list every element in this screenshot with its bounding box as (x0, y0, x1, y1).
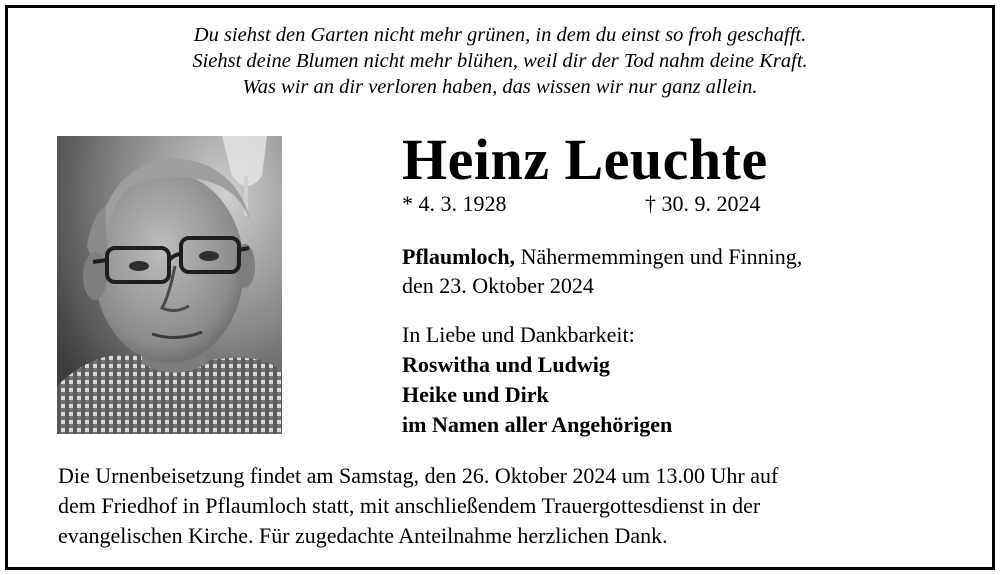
mourner-names: Heike und Dirk (402, 382, 549, 407)
notice-line: Die Urnenbeisetzung findet am Samstag, den 26. Oktober 2024 um 13.00 Uhr auf (58, 463, 779, 488)
poem-line: Siehst deine Blumen nicht mehr blühen, weil dir der Tod nahm deine Kraft. (192, 50, 808, 72)
funeral-notice (58, 461, 778, 551)
location-line (402, 242, 802, 271)
portrait-photo (57, 136, 282, 434)
deceased-name: Heinz Leuchte (402, 127, 768, 192)
mourner-names: Roswitha und Ludwig (402, 352, 610, 377)
notice-line: dem Friedhof in Pflaumloch statt, mit anschließendem Trauergottesdienst in der (58, 493, 761, 518)
poem-line: Was wir an dir verloren haben, das wissen wir nur ganz allein. (242, 76, 758, 98)
location-block (402, 242, 802, 300)
signoff-block (402, 320, 672, 440)
birth-date: * 4. 3. 1928 (402, 191, 507, 216)
place-bold: Pflaumloch, (402, 244, 516, 269)
death-date: † 30. 9. 2024 (645, 191, 761, 216)
notice-line: evangelischen Kirche. Für zugedachte Anteilnahme herzlichen Dank. (58, 523, 668, 548)
mourner-names: im Namen aller Angehörigen (402, 412, 673, 437)
poem-line: Du siehst den Garten nicht mehr grünen, in dem du einst so froh geschafft. (193, 24, 807, 46)
notice-date: den 23. Oktober 2024 (402, 273, 594, 298)
signoff-intro: In Liebe und Dankbarkeit: (402, 322, 635, 347)
place-rest: Nähermemmingen und Finning, (515, 244, 803, 269)
memorial-poem (0, 22, 1000, 100)
